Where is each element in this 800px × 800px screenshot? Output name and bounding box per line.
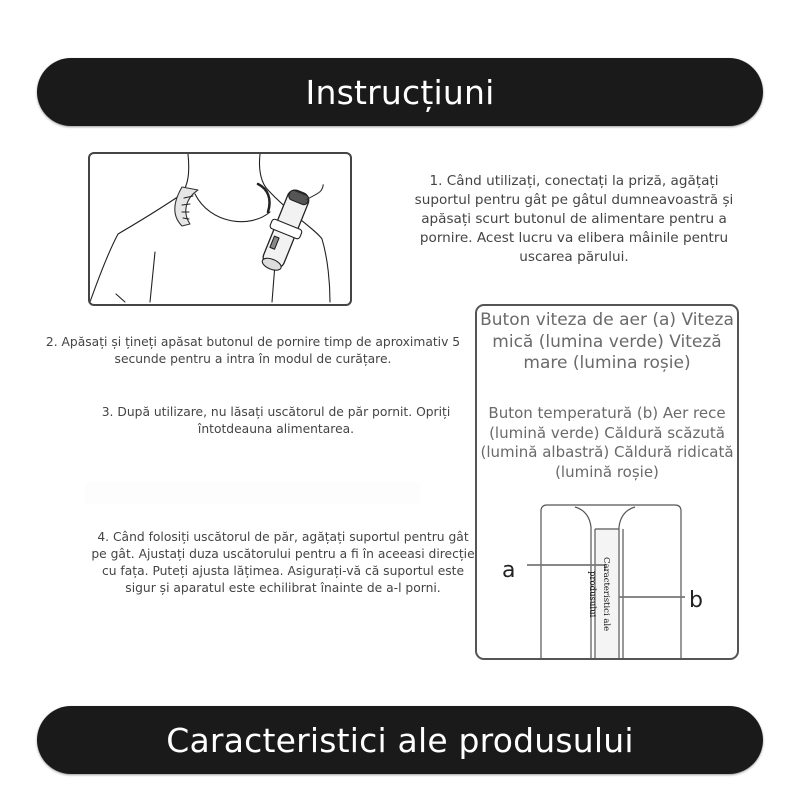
neck-dryer-illustration [88,152,352,306]
instruction-step-1: 1. Când utilizați, conectați la priză, agățați suportul pentru gât pe gâtul dumneavoastră și apăsați scurt butonul de alimentare pentru a pornire. Acest lucru va elibera mâinile pentru uscarea părului. [414,173,734,265]
product-buttons-panel [475,304,739,660]
instructions-title: Instrucțiuni [305,72,495,112]
features-title: Caracteristici ale produsului [166,720,634,760]
temperature-button-description: Buton temperatură (b) Aer rece (lumină verde) Căldură scăzută (lumină albastră) Căldură ridicată (lumină roșie) [480,404,734,481]
callout-a-label: a [502,558,516,583]
faded-text-band [85,482,420,504]
callout-b-label: b [689,588,703,613]
instruction-step-2: 2. Apăsați și țineți apăsat butonul de pornire timp de aproximativ 5 secunde pentru a intra în modul de curățare. [45,335,461,366]
features-banner [37,706,763,774]
instructions-banner [37,58,763,126]
instruction-step-4: 4. Când folosiți uscătorul de păr, agățați suportul pentru gât pe gât. Ajustați duza uscătorului pentru a fi în aceeasi direcție cu fața. Puteți ajusta lățimea. Asigurați-vă că suportul este sigur și aparatul este echilibrat înainte de a-l porni. [91,530,475,595]
vertical-feature-label: Caracteristici ale produsului [587,556,611,632]
air-speed-button-description: Buton viteza de aer (a) Viteza mică (lumina verde) Viteză mare (lumina roșie) [480,310,734,373]
instruction-step-3: 3. După utilizare, nu lăsați uscătorul de păr pornit. Opriți întotdeauna alimentarea. [101,405,451,436]
